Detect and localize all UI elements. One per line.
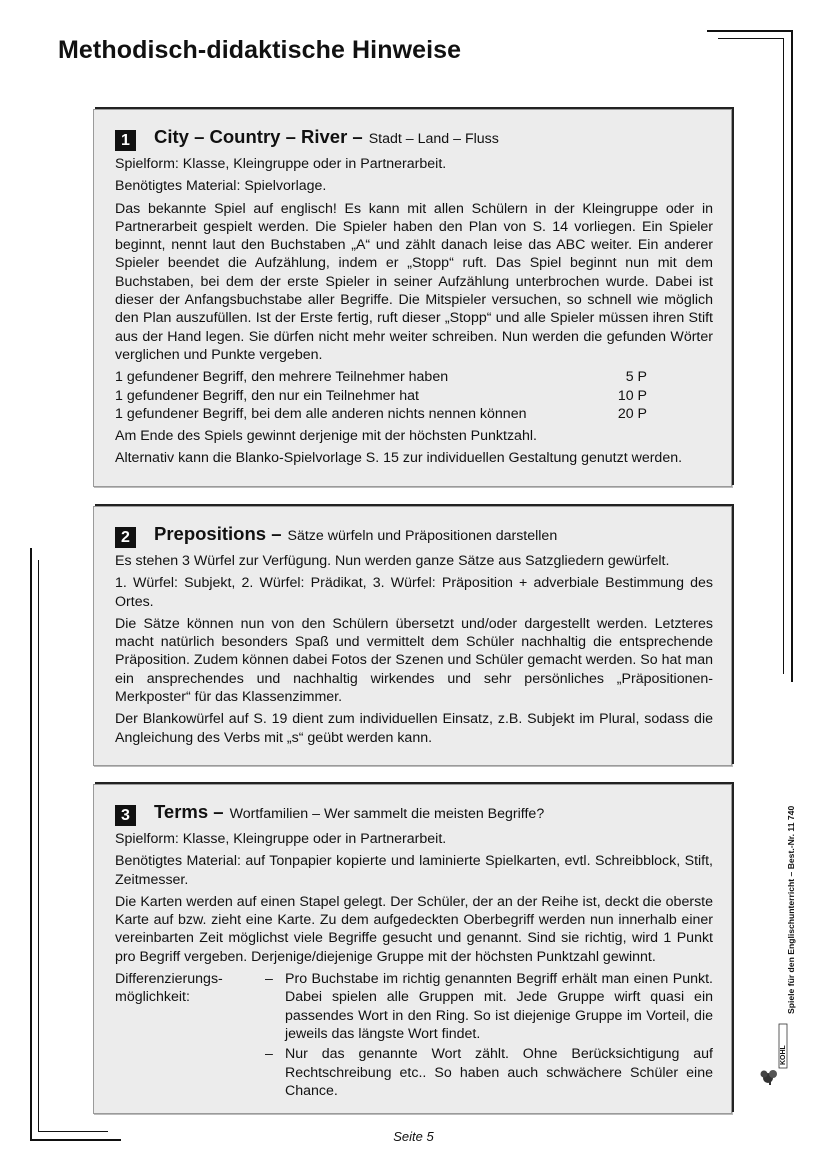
section-header	[115, 525, 713, 546]
list-item-text: Nur das genannte Wort zählt. Ohne Berücksichtigung auf Rechtschreibung etc.. So haben auch schwächere Schüler eine Chance.	[285, 1046, 713, 1099]
game-description: Die Karten werden auf einen Stapel gelegt. Der Schüler, der an der Reihe ist, deckt die oberste Karte auf bzw. zieht eine Karte. Zu dem aufgedeckten Oberbegriff werden nun innerhalb einer vereinbarten Zeit möglichst viele Begriffe gesucht und genannt. Sind sie richtig, wird 1 Punkt pro Begriff vergeben. Derjenige/diejenige Gruppe mit der höchsten Punktzahl gewinnt.	[115, 893, 713, 965]
dash-bullet-icon: –	[265, 971, 273, 988]
section-subtitle: Sätze würfeln und Präpositionen darstellen	[287, 528, 558, 544]
dice-intro: Es stehen 3 Würfel zur Verfügung. Nun werden ganze Sätze aus Satzgliedern gewürfelt.	[115, 553, 670, 569]
frame-line-top-right-v2	[783, 38, 784, 674]
required-material: Benötigtes Material: Spielvorlage.	[115, 178, 327, 195]
points-row	[115, 387, 647, 405]
points-value: 20 P	[617, 405, 647, 422]
points-label: 1 gefundener Begriff, den mehrere Teilnehmer haben	[115, 369, 449, 386]
game-description: Das bekannte Spiel auf englisch! Es kann mit allen Schülern in der Kleingruppe oder in Partnerarbeit gespielt werden. Die Spieler haben den Plan von S. 14 vorliegen. Ein Spieler beginnt, nennt laut den Buchstaben „A“ und zählt danach leise das ABC weiter. Ein anderer Spieler beendet die Aufzählung, indem er „Stopp“ ruft. Das Spiel beginnt nun mit dem Buchstaben, bei dem der erste Spieler in seiner Aufzählung unterbrochen wurde. Dabei ist dieser der Anfangsbuchstabe aller Begriffe. Die Mitspieler versuchen, so schnell wie möglich den Plan auszufüllen. Ist der Erste fertig, ruft dieser „Stopp“ und alle Spieler müssen ihren Stift aus der Hand legen. Sie dürfen nicht mehr weiter schreiben. Nun werden die gefunden Wörter verglichen und Punkte vergeben.	[115, 200, 713, 363]
frame-line-bottom-left-v1	[30, 548, 32, 1141]
section-city-country-river	[93, 109, 732, 487]
points-row	[115, 405, 647, 423]
page-title: Methodisch-didaktische Hinweise	[58, 36, 462, 64]
section-title: City – Country – River –	[154, 126, 363, 147]
section-title: Terms –	[154, 801, 224, 822]
section-header	[115, 128, 713, 149]
dash-bullet-icon: –	[265, 1046, 273, 1063]
section-number: 3	[115, 805, 136, 826]
points-table	[115, 368, 713, 423]
publisher-logo-text: KOHL	[780, 1045, 787, 1065]
list-item	[265, 1045, 713, 1100]
alternative-note: Alternativ kann die Blanko-Spielvorlage S. 15 zur individuellen Gestaltung genutzt werden.	[115, 450, 683, 467]
presentation-description: Die Sätze können nun von den Schülern übersetzt und/oder dargestellt werden. Letzteres macht natürlich besonders Spaß und vermittelt dem Schüler nachhaltig die entsprechende Präposition. Zudem können dabei Fotos der Szenen und Schüler gemacht werden. So hat man ein ansprechendes und nachhaltig wirkendes und sehr persönliches „Präpositionen-Merkposter“ für das Klassenzimmer.	[115, 615, 713, 706]
game-form: Spielform: Klasse, Kleingruppe oder in Partnerarbeit.	[115, 156, 447, 172]
points-row	[115, 368, 647, 386]
winner-note: Am Ende des Spiels gewinnt derjenige mit der höchsten Punktzahl.	[115, 428, 537, 445]
section-number: 2	[115, 527, 136, 548]
page-number: Seite 5	[393, 1129, 434, 1144]
publisher-logo-icon	[760, 1020, 790, 1086]
section-header	[115, 803, 713, 824]
section-subtitle: Stadt – Land – Fluss	[368, 131, 499, 147]
game-form: Spielform: Klasse, Kleingruppe oder in Partnerarbeit.	[115, 831, 447, 847]
differentiation-list	[265, 970, 713, 1102]
vertical-series-text: Spiele für den Englischunterricht – Best.-Nr. 11 740	[786, 805, 796, 1014]
frame-line-bottom-left-v2	[38, 560, 39, 1132]
section-number: 1	[115, 130, 136, 151]
points-label: 1 gefundener Begriff, bei dem alle anderen nichts nennen können	[115, 405, 527, 422]
section-subtitle: Wortfamilien – Wer sammelt die meisten Begriffe?	[229, 806, 545, 822]
list-item-text: Pro Buchstabe im richtig genannten Begriff erhält man einen Punkt. Dabei spielen alle Gruppen mit. Jede Gruppe wirft quasi ein passendes Wort in den Ring. So ist diejenige Gruppe im Vorteil, die jeweils das längste Wort findet.	[285, 971, 713, 1042]
points-value: 10 P	[617, 387, 647, 404]
differentiation-label: Differenzierungs-möglichkeit:	[115, 971, 223, 1006]
differentiation	[115, 970, 713, 1102]
section-terms	[93, 784, 732, 1114]
blank-dice-note: Der Blankowürfel auf S. 19 dient zum individuellen Einsatz, z.B. Subjekt im Plural, sodass die Angleichung des Verbs mit „s“ geübt werden kann.	[115, 711, 713, 746]
points-label: 1 gefundener Begriff, den nur ein Teilnehmer hat	[115, 387, 419, 404]
list-item	[265, 970, 713, 1043]
frame-line-top-right-v1	[791, 30, 793, 682]
section-title: Prepositions –	[154, 523, 282, 544]
section-prepositions	[93, 506, 732, 766]
points-value: 5 P	[625, 369, 647, 386]
required-material: Benötigtes Material: auf Tonpapier kopierte und laminierte Spielkarten, evtl. Schreibblock, Stift, Zeitmesser.	[115, 853, 713, 888]
frame-line-top-right-h2	[718, 38, 784, 39]
frame-line-top-right-h1	[707, 30, 793, 32]
dice-roles: 1. Würfel: Subjekt, 2. Würfel: Prädikat, 3. Würfel: Präposition + adverbiale Bestimmung des Ortes.	[115, 575, 713, 610]
